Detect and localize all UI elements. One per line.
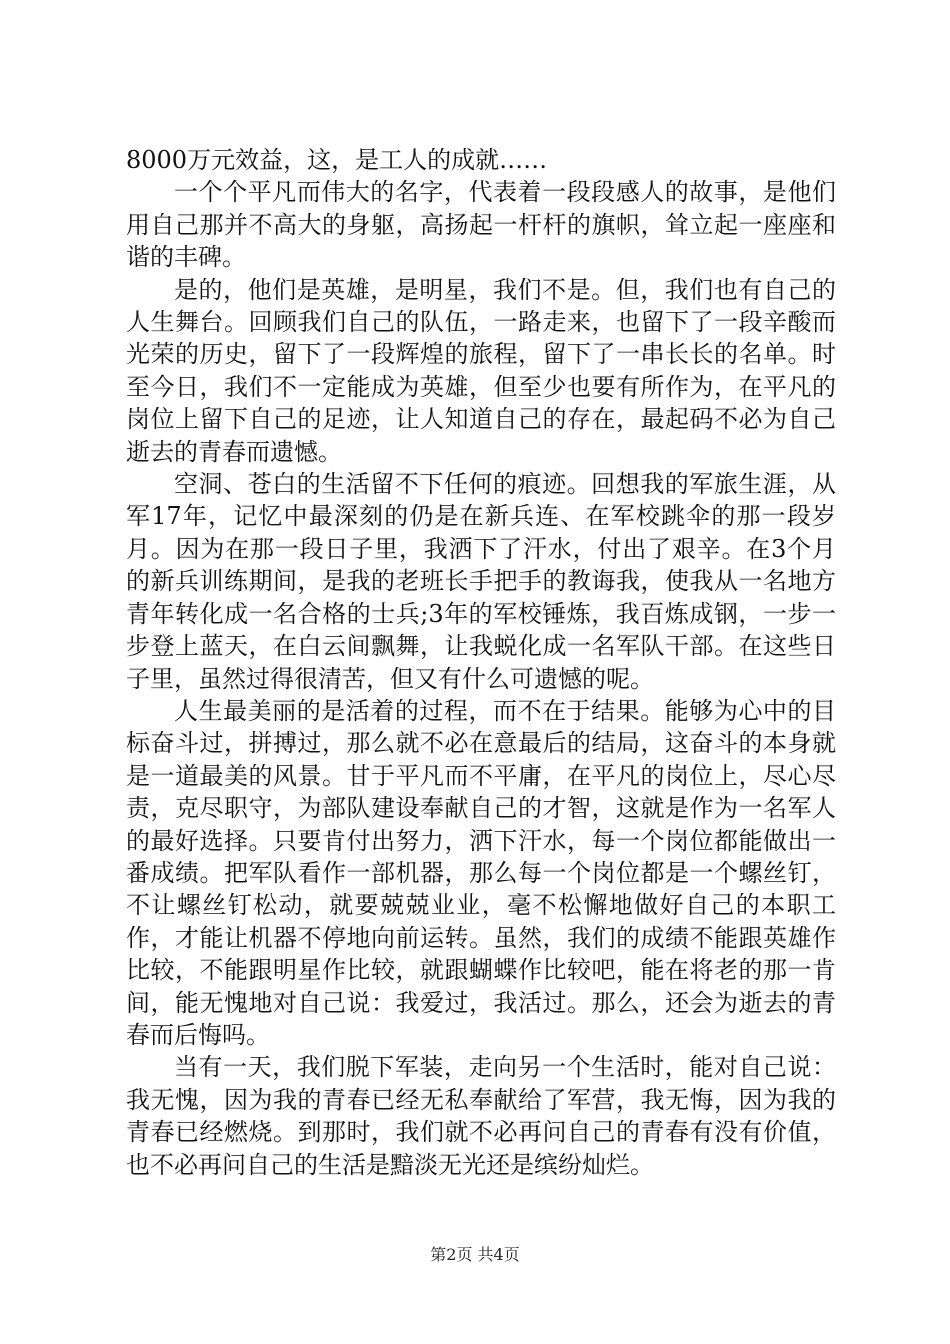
paragraph: 人生最美丽的是活着的过程，而不在于结果。能够为心中的目标奋斗过，拼搏过，那么就不必在意最后的结局，这奋斗的本身就是一道最美的风景。甘于平凡而不平庸，在平凡的岗位上，尽心尽责，克尽职守，为部队建设奉献自己的才智，这就是作为一名军人的最好选择。只要肯付出努力，洒下汗水，每一个岗位都能做出一番成绩。把军队看作一部机器，那么每一个岗位都是一个螺丝钉，不让螺丝钉松动，就要兢兢业业，毫不松懈地做好自己的本职工作，才能让机器不停地向前运转。虽然，我们的成绩不能跟英雄作比较，不能跟明星作比较，就跟蝴蝶作比较吧，能在将老的那一肯间，能无愧地对自己说：我爱过，我活过。那么，还会为逝去的青春而后悔吗。 [126, 696, 836, 1049]
page-number-footer: 第2页 共4页 [430, 1245, 520, 1264]
paragraph: 一个个平凡而伟大的名字，代表着一段段感人的故事，是他们用自己那并不高大的身躯，高扬起一杆杆的旗帜，耸立起一座座和谐的丰碑。 [126, 178, 836, 272]
paragraph: 是的，他们是英雄，是明星，我们不是。但，我们也有自己的人生舞台。回顾我们自己的队伍，一路走来，也留下了一段辛酸而光荣的历史，留下了一段辉煌的旅程，留下了一串长长的名单。时至今日，我们不一定能成为英雄，但至少也要有所作为，在平凡的岗位上留下自己的足迹，让人知道自己的存在，最起码不必为自己逝去的青春而遗憾。 [126, 275, 836, 466]
paragraph: 当有一天，我们脱下军装，走向另一个生活时，能对自己说：我无愧，因为我的青春已经无私奉献给了军营，我无悔，因为我的青春已经燃烧。到那时，我们就不必再问自己的青春有没有价值，也不必再问自己的生活是黯淡无光还是缤纷灿烂。 [126, 1053, 836, 1179]
paragraph-continuation: 8000万元效益，这，是工人的成就…… [126, 146, 548, 174]
paragraph: 空洞、苍白的生活留不下任何的痕迹。回想我的军旅生涯，从军17年，记忆中最深刻的仍是在新兵连、在军校跳伞的那一段岁月。因为在那一段日子里，我洒下了汗水，付出了艰辛。在3个月的新兵训练期间，是我的老班长手把手的教诲我，使我从一名地方青年转化成一名合格的士兵;3年的军校锤炼，我百炼成钢，一步一步登上蓝天，在白云间飘舞，让我蜕化成一名军队干部。在这些日子里，虽然过得很清苦，但又有什么可遗憾的呢。 [126, 470, 836, 693]
document-body [126, 144, 836, 1181]
